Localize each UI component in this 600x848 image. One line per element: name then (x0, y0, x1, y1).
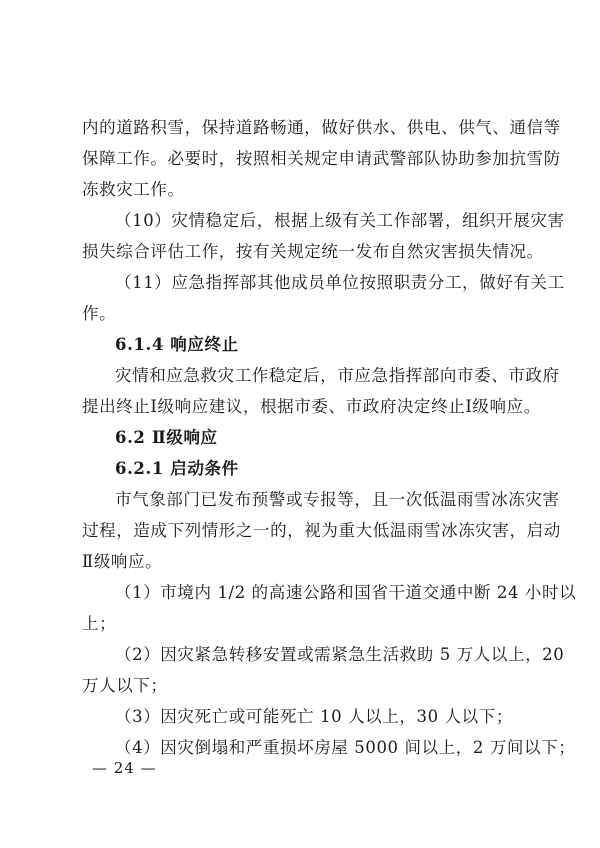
section-heading: 6.2.1 启动条件 (115, 459, 239, 478)
text-line: 万人以下； (82, 676, 168, 695)
text-line: 上； (82, 614, 117, 633)
text-line: 灾情和应急救灾工作稳定后，市应急指挥部向市委、市政府 (115, 366, 560, 385)
list-item: （3）因灾死亡或可能死亡 10 人以上，30 人以下； (115, 707, 513, 726)
text-line: （10）灾情稳定后，根据上级有关工作部署，组织开展灾害 (115, 211, 565, 230)
list-item: （1）市境内 1/2 的高速公路和国省干道交通中断 24 小时以 (115, 583, 577, 602)
text-line: 内的道路积雪，保持道路畅通，做好供水、供电、供气、通信等 (82, 118, 561, 137)
text-line: 损失综合评估工作，按有关规定统一发布自然灾害损失情况。 (82, 242, 544, 261)
text-line: 冻救灾工作。 (82, 180, 185, 199)
section-heading: 6.2 Ⅱ级响应 (115, 428, 218, 447)
section-heading: 6.1.4 响应终止 (115, 335, 239, 354)
text-line: 市气象部门已发布预警或专报等，且一次低温雨雪冰冻灾害 (115, 490, 560, 509)
text-line: 作。 (82, 304, 117, 323)
text-line: 过程，造成下列情形之一的，视为重大低温雨雪冰冻灾害，启动 (82, 521, 561, 540)
text-line: （11）应急指挥部其他成员单位按照职责分工，做好有关工 (115, 273, 565, 292)
text-line: 保障工作。必要时，按照相关规定申请武警部队协助参加抗雪防 (82, 149, 561, 168)
list-item: （4）因灾倒塌和严重损坏房屋 5000 间以上，2 万间以下； (115, 738, 576, 757)
page-number: — 24 — (92, 759, 157, 777)
text-line: 提出终止Ⅰ级响应建议，根据市委、市政府决定终止Ⅰ级响应。 (82, 397, 541, 416)
text-line: Ⅱ级响应。 (82, 552, 163, 571)
list-item: （2）因灾紧急转移安置或需紧急生活救助 5 万人以上，20 (115, 645, 565, 664)
